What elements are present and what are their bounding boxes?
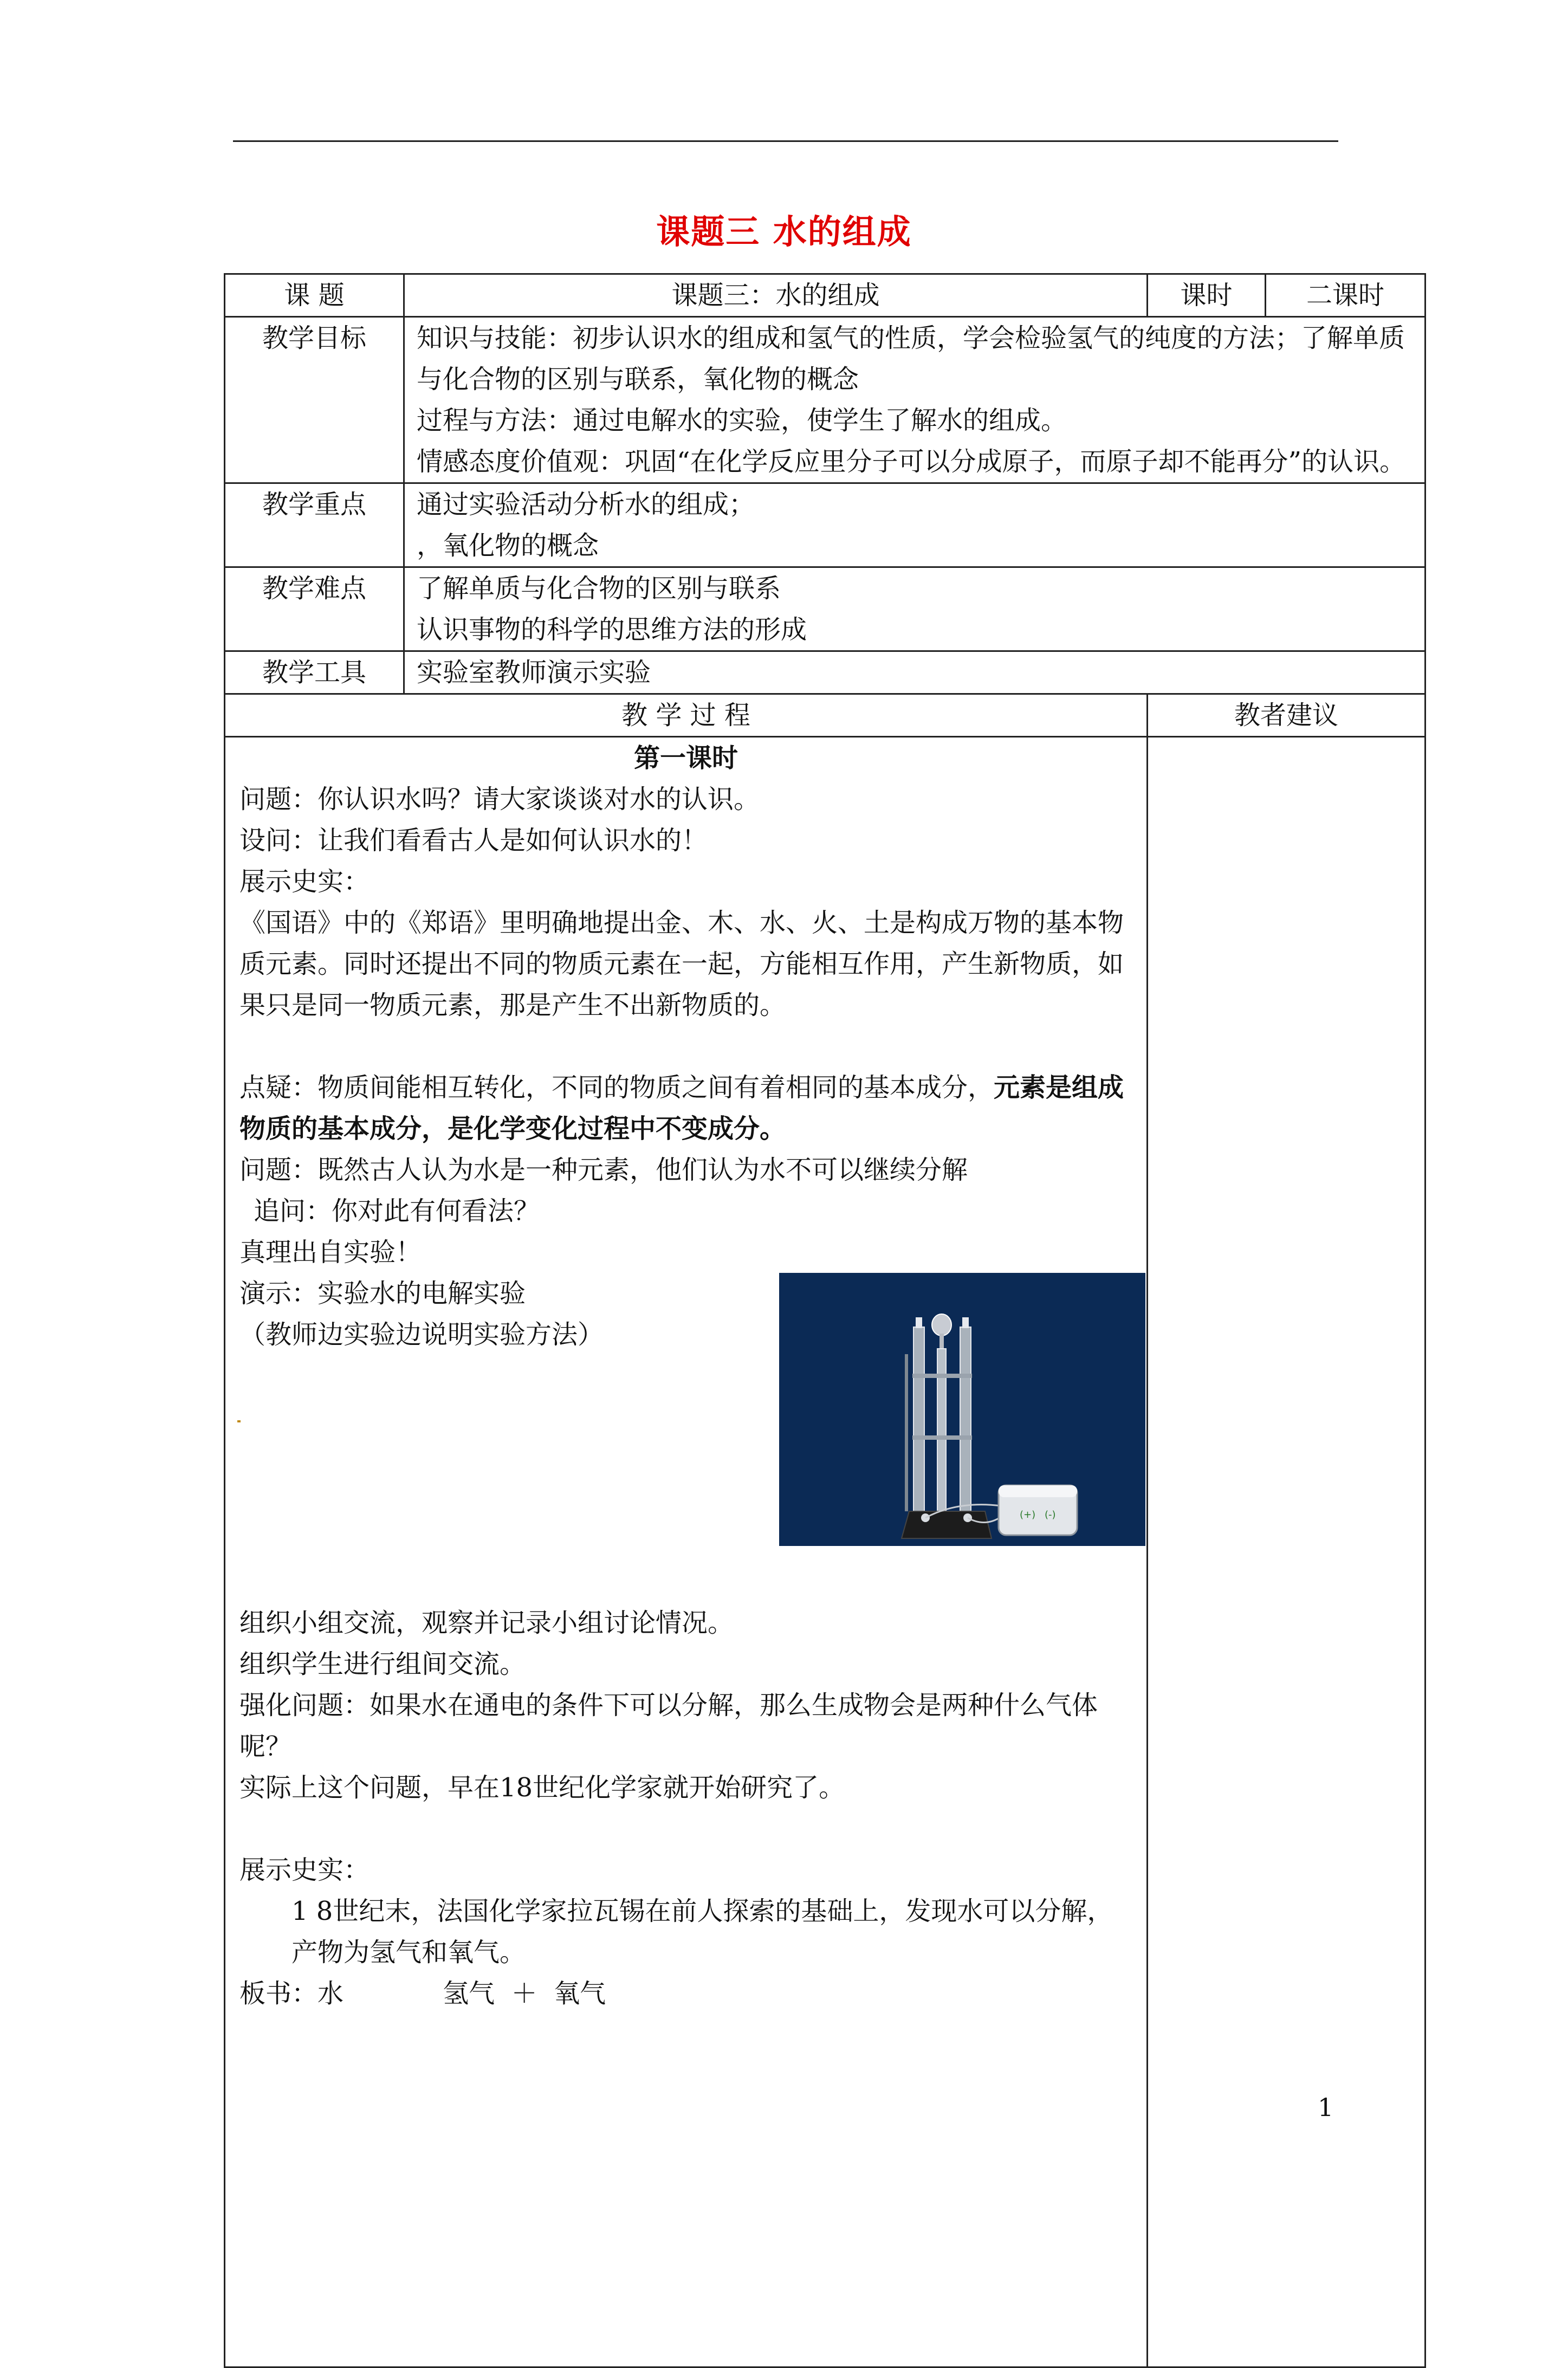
process-row [225, 737, 1426, 2367]
process-header: 教 学 过 程 [225, 694, 1148, 737]
history-label-2: 展示史实： [239, 1855, 370, 1885]
demo-note: （教师边实验边说明实验方法） [239, 1319, 604, 1350]
page-title: 课题三 水的组成 [656, 212, 912, 251]
key-points-content [404, 483, 1426, 567]
point-prefix: 点疑：物质间能相互转化，不同的物质之间有着相同的基本成分， [239, 1072, 994, 1103]
question-3: 问题：既然古人认为水是一种元素，他们认为水不可以继续分解 [239, 1155, 968, 1185]
apparatus-positive-label: (+) [1020, 1509, 1036, 1521]
topic-label: 课 题 [225, 274, 404, 317]
objectives-label: 教学目标 [225, 317, 404, 483]
key-point-2: ，氧化物的概念 [417, 530, 599, 561]
objective-process: 过程与方法：通过电解水的实验，使学生了解水的组成。 [417, 405, 1067, 436]
page-number: 1 [1318, 2093, 1334, 2122]
process-content [225, 737, 1148, 2367]
difficulty-2: 认识事物的科学的思维方法的形成 [417, 614, 807, 645]
process-header-row [225, 694, 1426, 737]
hours-label: 课时 [1148, 274, 1266, 317]
truth-line: 真理出自实验！ [239, 1237, 422, 1267]
topic-value: 课题三：水的组成 [404, 274, 1148, 317]
difficulties-label: 教学难点 [225, 567, 404, 651]
apparatus-negative-label: (-) [1045, 1509, 1056, 1521]
group-line-1: 组织小组交流，观察并记录小组讨论情况。 [239, 1608, 734, 1638]
demo-line: 演示：实验水的电解实验 [239, 1278, 526, 1309]
demo-spacer [239, 1355, 1132, 1602]
question-2: 设问：让我们看看古人是如何认识水的！ [239, 825, 708, 856]
board-equation: 板书：水 氢气 ＋ 氧气 [239, 1978, 606, 2009]
tools-label: 教学工具 [225, 651, 404, 694]
hours-value: 二课时 [1266, 274, 1426, 317]
strengthen-question: 强化问题：如果水在通电的条件下可以分解，那么生成物会是两种什么气体呢？ [239, 1690, 1098, 1762]
actually-line: 实际上这个问题，早在18世纪化学家就开始研究了。 [239, 1772, 845, 1803]
tools-value: 实验室教师演示实验 [404, 651, 1426, 694]
objectives-content [404, 317, 1426, 483]
difficulty-1: 了解单质与化合物的区别与联系 [417, 573, 781, 604]
objectives-row [225, 317, 1426, 483]
history-label: 展示史实： [239, 866, 370, 897]
key-points-row [225, 483, 1426, 567]
objective-knowledge: 知识与技能：初步认识水的组成和氢气的性质，学会检验氢气的纯度的方法；了解单质与化合物的区别与联系，氧化物的概念 [417, 323, 1405, 394]
difficulties-content [404, 567, 1426, 651]
stray-mark [237, 1420, 241, 1422]
question-4: 追问：你对此有何看法？ [254, 1196, 540, 1226]
key-point-1: 通过实验活动分析水的组成； [417, 489, 755, 520]
question-1: 问题：你认识水吗？请大家谈谈对水的认识。 [239, 784, 760, 814]
topic-row [225, 274, 1426, 317]
point-bold: 元素是组成物质的基本成分，是化学变化过程中不变成分。 [239, 1072, 1124, 1144]
header-rule [233, 140, 1338, 142]
suggestion-header: 教者建议 [1148, 694, 1426, 737]
suggestion-content [1148, 737, 1426, 2367]
history-text-2: 1 8世纪末，法国化学家拉瓦锡在前人探索的基础上，发现水可以分解，产物为氢气和氧气。 [291, 1896, 1113, 1968]
objective-attitude: 情感态度价值观：巩固“在化学反应里分子可以分成原子，而原子却不能再分”的认识。 [417, 447, 1406, 477]
point-paragraph [239, 1067, 1132, 1149]
tools-row [225, 651, 1426, 694]
lesson-plan-table [224, 273, 1426, 2368]
history-text: 《国语》中的《郑语》里明确地提出金、木、水、火、土是构成万物的基本物质元素。同时还提出不同的物质元素在一起，方能相互作用，产生新物质，如果只是同一物质元素，那是产生不出新物质的。 [239, 908, 1124, 1020]
lesson-title: 第一课时 [633, 743, 738, 773]
difficulties-row [225, 567, 1426, 651]
group-line-2: 组织学生进行组间交流。 [239, 1649, 526, 1679]
key-points-label: 教学重点 [225, 483, 404, 567]
